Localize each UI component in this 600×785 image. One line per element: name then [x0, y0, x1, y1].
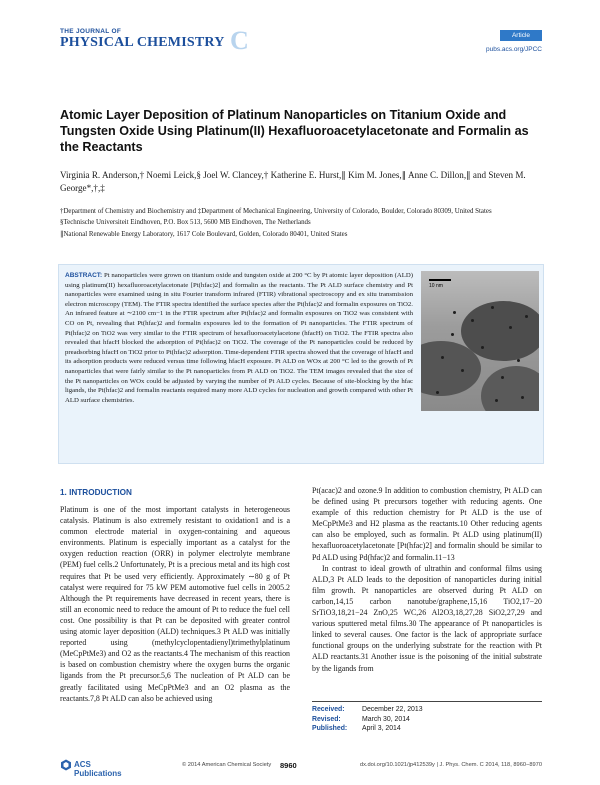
author-list: Virginia R. Anderson,† Noemi Leick,§ Joel W. Clancey,† Katherine E. Hurst,∥ Kim M. Jones,∥ Anne C. Dillon,∥ and Steven M. George*,†,‡ [60, 170, 526, 193]
scale-bar [429, 279, 451, 281]
body-column-right [312, 485, 542, 674]
journal-url-link[interactable]: pubs.acs.org/JPCC [486, 46, 542, 53]
history-revised-label: Revised: [312, 715, 341, 723]
acs-publications-logo[interactable] [60, 759, 132, 778]
page-number: 8960 [280, 761, 297, 770]
affiliations [60, 207, 540, 241]
history-received-date: December 22, 2013 [362, 706, 423, 713]
page-footer [0, 759, 600, 778]
body-column-left [60, 504, 290, 704]
history-revised-date: March 30, 2014 [362, 715, 410, 723]
paragraph: Platinum is one of the most important catalysts in heterogeneous catalysis. Platinum is also extremely resistant to oxidation1 and is a common electrode material in oxygen-containing and aqueous environments. Platinum is especially important as a catalyst for the oxygen reduction reaction (ORR) in polymer electrolyte membrane (PEM) fuel cells.2 Unfortunately, Pt is a precious metal and its high cost requires that Pt be used very efficiently. Approximately ∼80 g of Pt catalyst were required for 75 kW PEM automotive fuel cells in 2005.2 Although the Pt requirements have decreased in recent years, there is still an economic need to reduce the amount of Pt to reduce the fuel cell cost. One possibility is that Pt can be deposited with greater control using atomic layer deposition (ALD) techniques.3 Pt ALD was initially reported using (methylcyclopentadienyl)trimethylplatinum (MeCpPtMe3) and O2 as the reactants.4 The mechanism of this reaction is based on combustion chemistry where the oxygen burns the organic ligands from the Pt precursor.5,6 The nucleation of Pt ALD can be greatly facilitated using MeCpPtMe3 and an O2 plasma as the reactants.7,8 Pt ALD can also be achieved using [60, 505, 290, 703]
history-published-label: Published: [312, 725, 348, 732]
history-received-label: Received: [312, 706, 345, 713]
abstract-box [58, 264, 544, 464]
paper-title: Atomic Layer Deposition of Platinum Nanoparticles on Titanium Oxide and Tungsten Oxide Using Platinum(II) Hexafluoroacetylacetonate and Formalin as the Reactants [60, 108, 529, 154]
history-published-date: April 3, 2014 [362, 725, 401, 732]
journal-logo-top: THE JOURNAL OF [60, 28, 122, 35]
affiliation-2: §Technische Universiteit Eindhoven, P.O. Box 513, 5600 MB Eindhoven, The Netherlands [60, 219, 311, 227]
paragraph: Pt(acac)2 and ozone.9 In addition to combustion chemistry, Pt ALD can be defined using Pt precursors together with reducing agents. One example of this reduction chemistry for Pt ALD is the use of MeCpPtMe3 and H2 plasma as the reactants.10 Other reducing agents can also be employed, such as formalin. Pt ALD using platinum(II) hexafluoroacetylacetonate [Pt(hfac)2] and formalin should be similar to Pd ALD using Pd(hfac)2 and formalin.11−13 [312, 486, 542, 562]
tem-micrograph [421, 271, 539, 411]
scale-bar-label: 10 nm [429, 283, 443, 289]
article-history [312, 701, 542, 734]
abstract [65, 271, 539, 415]
history-received [312, 705, 542, 715]
history-revised [312, 715, 542, 725]
article-type-badge: Article [500, 30, 542, 41]
section-heading-introduction: 1. INTRODUCTION [60, 488, 132, 497]
journal-logo-letter: C [230, 26, 249, 55]
journal-logo [60, 28, 260, 64]
affiliation-1: †Department of Chemistry and Biochemistry and ‡Department of Mechanical Engineering, University of Colorado, Boulder, Colorado 80309, United States [60, 208, 492, 215]
abstract-label: ABSTRACT: [65, 272, 103, 279]
doi-citation-link[interactable]: dx.doi.org/10.1021/jp412539y | J. Phys. Chem. C 2014, 118, 8960−8970 [359, 762, 542, 768]
abstract-body: Pt nanoparticles were grown on titanium oxide and tungsten oxide at 200 °C by Pt atomic layer deposition (ALD) using platinum(II) hexafluoroacetylacetonate [Pt(hfac)2] and formalin as the reactants. The Pt ALD surface chemistry and Pt nanoparticles were examined using in situ Fourier transform infrared (FTIR) vibrational spectroscopy and ex situ transmission electron microscopy (TEM). The FTIR spectra identified the surface species after the Pt(hfac)2 and formalin exposures on TiO2. An infrared feature at ∼2100 cm−1 in the FTIR spectrum after Pt(hfac)2 and formalin exposures on TiO2 was consistent with CO on Pt, revealing that Pt(hfac)2 and formalin exposures led to the formation of Pt nanoparticles. The FTIR spectrum of Pt(hfac)2 on TiO2 was very similar to the FTIR spectrum of hexafluoroacetylacetone (hfacH) on TiO2. The FTIR spectra also revealed that hfacH blocked the adsorption of Pt(hfac)2 on TiO2. The coverage of the Pt nanoparticles could be reduced by preadsorbing hfacH on TiO2 prior to Pt(hfac)2 adsorption. Time-dependent FTIR spectra showed that the coverage of hfacH and its adsorption products were reduced versus time following hfacH exposure. Pt ALD on WOx at 200 °C led to the growth of Pt nanoparticles that were fairly similar to the Pt nanoparticles from Pt ALD on TiO2. The TEM images revealed that the size of the Pt nanoparticles on WOx could be adjusted by varying the number of Pt ALD cycles. Because of site-blocking by the hfac ligands, the Pt(hfac)2 and formalin reactants required many more ALD cycles for nucleation and growth compared with other Pt ALD surface chemistries. [65, 272, 414, 404]
acs-hexagon-icon [60, 759, 72, 771]
toc-graphic [421, 271, 539, 411]
paragraph: In contrast to ideal growth of ultrathin and conformal films using ALD,3 Pt ALD leads to the deposition of nanoparticles during initial film growth. Pt nanoparticles are observed during Pt ALD on carbon,14,15 carbon nanotube/graphene,15,16 TiO2,17−20 SrTiO3,18,21−24 ZnO,25 WC,26 Al2O3,18,27,28 SiO2,27,29 and various sputtered metal films.30 The appearance of Pt nanoparticles is linked to several causes. One factor is the lack of appropriate surface functional groups on the underlying substrate for the reaction with Pt ALD reactants.31 Another issue is the poisoning of the initial substrate by the ligands from [312, 563, 542, 673]
divider [312, 701, 542, 702]
history-published [312, 724, 542, 734]
journal-logo-name: PHYSICAL CHEMISTRY [60, 35, 225, 50]
copyright-notice: © 2014 American Chemical Society [182, 762, 272, 768]
affiliation-3: ∥National Renewable Energy Laboratory, 1617 Cole Boulevard, Golden, Colorado 80401, United States [60, 230, 348, 238]
publisher-name: ACS Publications [74, 760, 122, 778]
